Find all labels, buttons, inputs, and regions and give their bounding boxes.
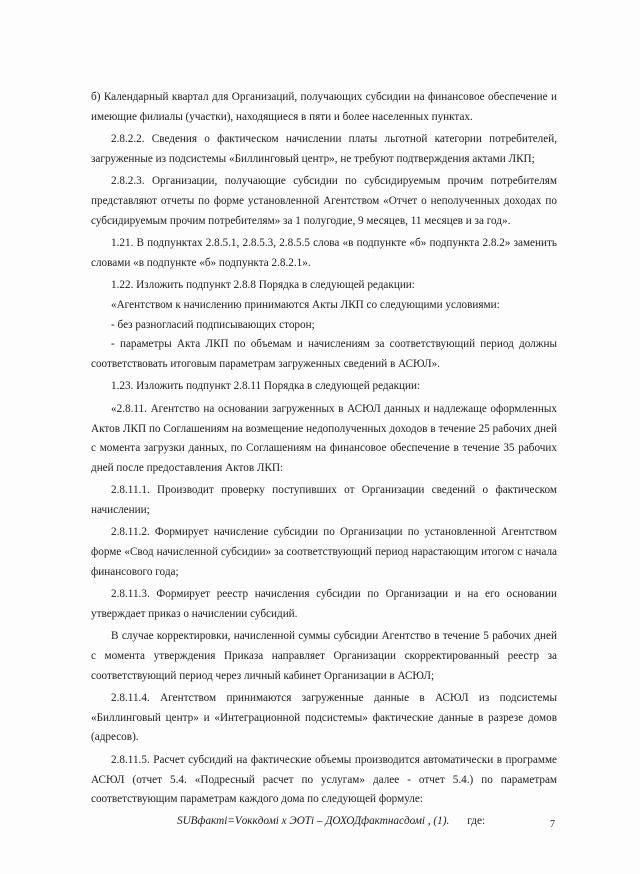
formula-line (91, 812, 557, 832)
formula-where-label: где: (467, 814, 486, 827)
paragraph-2-8-11-4: 2.8.11.4. Агентством принимаются загруженные данные в АСЮЛ из подсистемы «Биллинговый центр» и «Интеграционной подсистемы» фактические данные в разрезе домов (адресов). (91, 692, 557, 744)
document-body (91, 88, 557, 831)
paragraph-condition-parameters: - параметры Акта ЛКП по объемам и начислениям за соответствующий период должны соответствовать итоговым параметрам загруженных сведений в АСЮЛ». (91, 338, 557, 370)
paragraph-2-8-2-3: 2.8.2.3. Организации, получающие субсидии по субсидируемым прочим потребителям представляют отчеты по форме установленной Агентством «Отчет о неполученных доходах по субсидируемым прочим потребителям» за 1 полугодие, 9 месяцев, 11 месяцев и за год». (91, 175, 557, 227)
paragraph-acts-conditions: «Агентством к начислению принимаются Акты ЛКП со следующими условиями: (111, 298, 500, 311)
paragraph-1-23: 1.23. Изложить подпункт 2.8.11 Порядка в следующей редакции: (111, 380, 421, 393)
paragraph-2-8-11-3: 2.8.11.3. Формирует реестр начисления субсидии по Организации и на его основании утверждает приказ о начислении субсидий. (91, 588, 557, 620)
subsidy-formula: SUBфактi=Vоккдомi x ЭОТi – ДОХОДфактнасдомi , (1). (177, 814, 450, 827)
paragraph-quarter-clause: б) Календарный квартал для Организаций, получающих субсидии на финансовое обеспечение и имеющие филиалы (участки), находящиеся в пяти и более населенных пунктах. (91, 91, 557, 123)
paragraph-2-8-11-2: 2.8.11.2. Формирует начисление субсидии по Организации по установленной Агентством форме «Свод начисленной субсидии» за соответствующий период нарастающим итогом с начала финансового года; (91, 526, 557, 578)
paragraph-2-8-11: «2.8.11. Агентство на основании загруженных в АСЮЛ данных и надлежаще оформленных Актов ЛКП по Соглашениям на возмещение недополученных доходов в течение 25 рабочих дней с момента загрузки данных, по Соглашениям на финансовое обеспечение в течение 35 рабочих дней после предоставления Актов ЛКП: (91, 402, 557, 474)
paragraph-correction: В случае корректировки, начисленной суммы субсидии Агентство в течение 5 рабочих дней с момента утверждения Приказа направляет Организации скорректированный реестр за соответствующий период через личный кабинет Организации в АСЮЛ; (91, 630, 557, 682)
page-number: 7 (550, 819, 555, 830)
paragraph-2-8-11-1: 2.8.11.1. Производит проверку поступивших от Организации сведений о фактическом начислении; (91, 484, 557, 516)
paragraph-1-21: 1.21. В подпунктах 2.8.5.1, 2.8.5.3, 2.8.5.5 слова «в подпункте «б» подпункта 2.8.2» заменить словами «в подпункте «б» подпункта 2.8.2.1». (91, 237, 557, 269)
paragraph-2-8-2-2: 2.8.2.2. Сведения о фактическом начислении платы льготной категории потребителей, загруженные из подсистемы «Биллинговый центр», не требуют подтверждения актами ЛКП; (91, 133, 557, 165)
paragraph-condition-no-disagreements: - без разногласий подписывающих сторон; (111, 318, 315, 331)
paragraph-2-8-11-5: 2.8.11.5. Расчет субсидий на фактические объемы производится автоматически в программе АСЮЛ (отчет 5.4. «Подресный расчет по услугам» далее - отчет 5.4.) по параметрам соответствующим параметрам каждого дома по следующей формуле: (91, 754, 557, 806)
paragraph-1-22: 1.22. Изложить подпункт 2.8.8 Порядка в следующей редакции: (111, 279, 415, 292)
